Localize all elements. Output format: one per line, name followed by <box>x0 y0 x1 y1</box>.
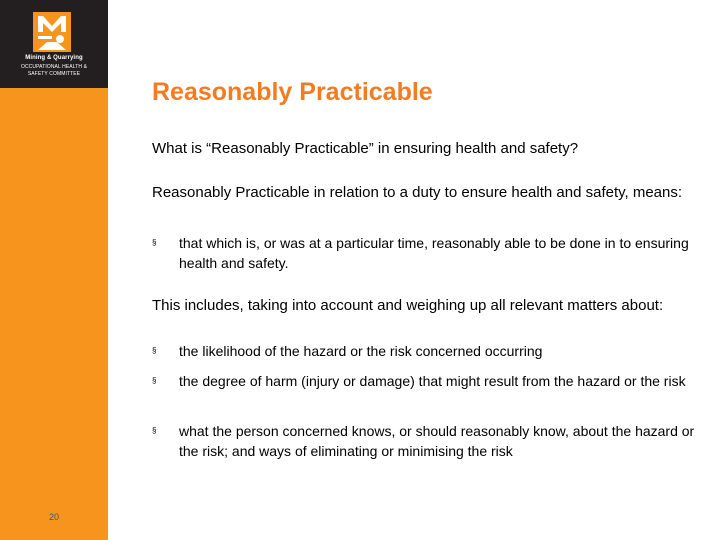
matter-text: the degree of harm (injury or damage) that might result from the hazard or the risk <box>179 373 686 389</box>
definition-intro: Reasonably Practicable in relation to a duty to ensure health and safety, means: <box>152 184 683 201</box>
includes-intro: This includes, taking into account and weighing up all relevant matters about: <box>152 297 664 314</box>
matter-text: the likelihood of the hazard or the risk concerned occurring <box>179 343 543 359</box>
logo-text-line2: OCCUPATIONAL HEALTH & <box>20 64 88 70</box>
logo-text-line3: SAFETY COMMITTEE <box>27 71 81 77</box>
bullet-marker: § <box>152 376 157 385</box>
matter-text: what the person concerned knows, or should reasonably know, about the hazard or the risk; and ways of eliminating or minimising the risk <box>179 423 695 459</box>
bullet-marker: § <box>152 346 157 355</box>
orange-sidebar <box>0 0 108 540</box>
logo-text-line1: Mining & Quarrying <box>25 55 83 61</box>
bullet-marker: § <box>152 238 157 247</box>
mq-logo-icon <box>33 12 71 52</box>
committee-logo <box>0 0 108 88</box>
slide-number: 20 <box>48 512 59 522</box>
question-text: What is “Reasonably Practicable” in ensuring health and safety? <box>152 140 579 157</box>
definition-bullet-text: that which is, or was at a particular time, reasonably able to be done in to ensuring health and safety. <box>179 235 689 271</box>
bullet-marker: § <box>152 426 157 435</box>
slide-title: Reasonably Practicable <box>152 78 433 106</box>
